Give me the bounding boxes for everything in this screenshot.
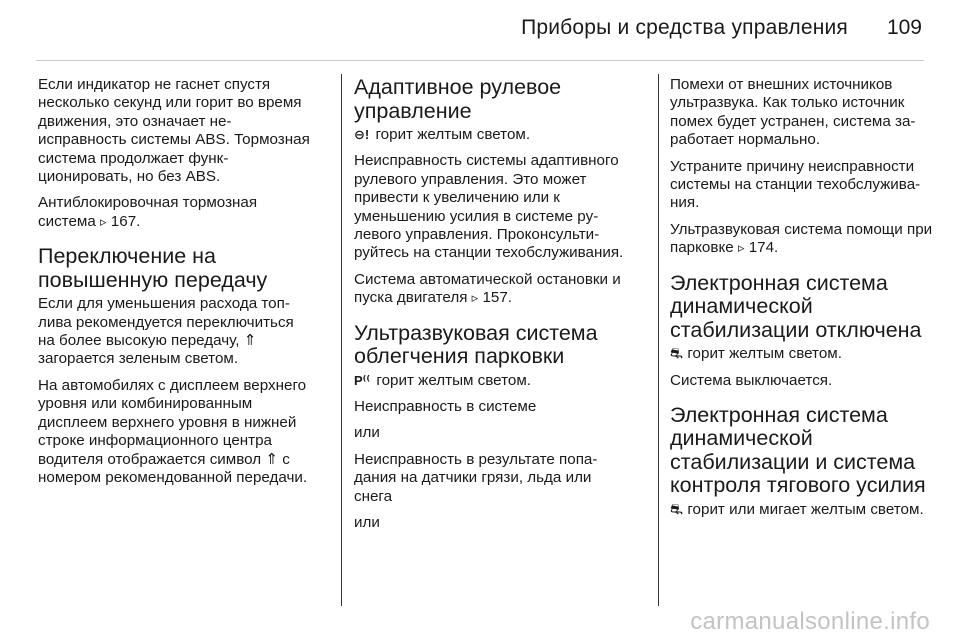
- parking-or-2: или: [354, 514, 380, 532]
- column-3: [670, 76, 942, 527]
- adaptive-paragraph: Неисправность системы адаптивного рулевого управления. Это может привести к увеличению или к уменьшению усилия в системе рулевого управления. Проконсультируйтесь на станции техобслуживания.: [354, 152, 624, 262]
- page-number: 109: [886, 16, 922, 39]
- heading-adaptive-steering: Адаптивное рулевое управление: [354, 75, 562, 123]
- parking-reference-page[interactable]: 174.: [748, 239, 779, 257]
- shift-text-b: загорается зеленым светом.: [38, 350, 239, 368]
- heading-parking-assist: Ультразвуковая система облегчения парковки: [354, 320, 598, 369]
- start-stop-reference-text: Система автоматической остановки и пуска двигателя: [354, 270, 621, 307]
- shift-display-text-a: На автомобилях с дисплеем верхнего уровня или комбинированным дисплеем верхнего уровня в нижней строке информационного центра водителя отображается символ: [38, 376, 307, 468]
- heading-esc-off: Электронная система динамической стабилизации отключена: [670, 270, 922, 342]
- column-2: [354, 76, 626, 541]
- page-ref-arrow-icon: ▹: [471, 290, 479, 306]
- page-ref-arrow-icon: ▹: [737, 240, 745, 256]
- abs-reference-page[interactable]: 167.: [110, 212, 141, 230]
- abs-paragraph: Если индикатор не гаснет спустя несколько секунд или горит во время движения, это означает неисправность системы ABS. Тормозная система продолжает функционировать, но без ABS.: [38, 76, 310, 186]
- watermark: carmanualsonline.info: [690, 608, 930, 635]
- column-1: [38, 76, 310, 495]
- service-paragraph: Устраните причину неисправности системы на станции техобслуживания.: [670, 157, 921, 212]
- parking-reference: [670, 221, 942, 258]
- page-title: Приборы и средства управления: [521, 16, 848, 39]
- shift-paragraph: [38, 295, 310, 369]
- page-ref-arrow-icon: ▹: [100, 213, 107, 229]
- abs-reference-text: Антиблокировочная тормозная система: [38, 194, 258, 230]
- steering-warning-icon: ⊖!: [354, 127, 370, 142]
- parking-fault-paragraph: Неисправность в системе: [354, 398, 537, 416]
- parking-dirt-paragraph: Неисправность в результате попадания на датчики грязи, льда или снега: [354, 450, 598, 505]
- shift-display-text-b: с номером рекомендованной передачи.: [38, 450, 308, 486]
- parking-status-text: горит желтым светом.: [376, 371, 531, 389]
- shift-up-icon: ⇑: [243, 332, 257, 350]
- esc-off-paragraph: Система выключается.: [670, 371, 833, 389]
- interference-paragraph: Помехи от внешних источников ультразвука. Как только источник помех будет устранен, система заработает нормально.: [670, 76, 916, 149]
- parking-assist-icon: P⁽⁽: [354, 372, 371, 388]
- esc-tc-status-text: горит или мигает желтым светом.: [687, 500, 924, 518]
- parking-or-1: или: [354, 424, 380, 442]
- header-divider: [36, 60, 924, 61]
- esc-skid-icon: ⛐: [670, 500, 684, 518]
- heading-shift-up: Переключение на повышенную передачу: [38, 244, 268, 292]
- shift-display-paragraph: [38, 377, 310, 487]
- shift-text-a: Если для уменьшения расхода топлива рекомендуется переключиться на более высокую передачу,: [38, 295, 294, 350]
- esc-tc-status: [670, 501, 942, 519]
- abs-reference: [38, 194, 310, 231]
- start-stop-reference: [354, 271, 626, 308]
- adaptive-status-text: горит желтым светом.: [375, 126, 531, 143]
- esc-off-icon: ⛐: [670, 345, 684, 363]
- column-divider-2: [658, 74, 659, 606]
- start-stop-reference-page[interactable]: 157.: [482, 289, 512, 307]
- adaptive-status: [354, 126, 626, 144]
- column-divider-1: [341, 74, 342, 606]
- esc-off-status: [670, 345, 942, 363]
- page-header: [0, 0, 960, 62]
- parking-status: [354, 372, 626, 390]
- shift-up-icon: ⇑: [265, 450, 279, 468]
- parking-reference-text: Ультразвуковая система помощи при парковке: [670, 220, 933, 257]
- esc-off-status-text: горит желтым светом.: [687, 345, 842, 363]
- heading-esc-tc: Электронная система динамической стабилизации и система контроля тягового усилия: [670, 402, 926, 498]
